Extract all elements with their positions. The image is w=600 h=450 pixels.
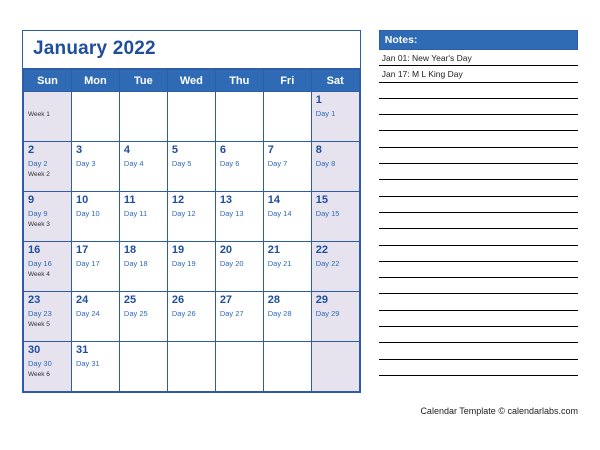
day-number: 14	[267, 194, 281, 206]
day-number: 23	[28, 294, 41, 306]
calendar-day-cell[interactable]	[119, 192, 167, 242]
weekday-header-sun: Sun	[24, 70, 72, 92]
calendar-week-row	[24, 192, 360, 242]
weekday-header-thu: Thu	[215, 70, 263, 92]
note-line[interactable]	[379, 115, 578, 131]
day-of-year-label: Day 20	[219, 259, 244, 268]
note-line[interactable]	[379, 164, 578, 180]
day-of-year-label: Day 15	[315, 209, 340, 218]
day-of-year-label: Day 7	[267, 159, 288, 168]
day-of-year-label: Day 22	[315, 259, 340, 268]
note-line[interactable]	[379, 83, 578, 99]
day-of-year-label: Day 27	[219, 309, 244, 318]
day-number: 7	[267, 144, 274, 156]
calendar-day-cell[interactable]	[119, 242, 167, 292]
day-number: 26	[171, 294, 185, 306]
day-number: 29	[315, 294, 328, 306]
note-line[interactable]	[379, 246, 578, 262]
day-of-year-label: Day 2	[28, 159, 48, 168]
calendar-day-cell[interactable]	[167, 142, 215, 192]
day-of-year-label: Day 3	[75, 159, 96, 168]
note-line[interactable]	[379, 148, 578, 164]
calendar-day-cell[interactable]	[311, 342, 359, 392]
note-line[interactable]	[379, 343, 578, 359]
day-number: 19	[171, 244, 185, 256]
day-number: 24	[75, 294, 89, 306]
calendar-day-cell[interactable]	[167, 292, 215, 342]
day-of-year-label: Day 28	[267, 309, 292, 318]
calendar-day-cell[interactable]	[24, 292, 72, 342]
day-number: 22	[315, 244, 328, 256]
note-line[interactable]	[379, 213, 578, 229]
day-number: 10	[75, 194, 89, 206]
calendar-day-cell[interactable]	[263, 142, 311, 192]
calendar-day-cell[interactable]	[71, 92, 119, 142]
day-of-year-label: Day 26	[171, 309, 196, 318]
calendar-week-row	[24, 92, 360, 142]
week-number-label: Week 4	[28, 271, 50, 278]
calendar-day-cell[interactable]	[24, 142, 72, 192]
note-line[interactable]	[379, 197, 578, 213]
week-number-label: Week 5	[28, 321, 50, 328]
page-title: January 2022	[33, 38, 156, 59]
calendar-day-cell[interactable]	[263, 92, 311, 142]
calendar-day-cell[interactable]	[71, 292, 119, 342]
day-of-year-label: Day 9	[28, 209, 48, 218]
day-of-year-label: Day 23	[28, 309, 52, 318]
calendar-day-cell[interactable]	[167, 192, 215, 242]
calendar-week-row	[24, 292, 360, 342]
week-number-label: Week 2	[28, 171, 50, 178]
calendar-day-cell[interactable]	[311, 292, 359, 342]
calendar-day-cell[interactable]	[167, 242, 215, 292]
day-of-year-label: Day 25	[123, 309, 148, 318]
day-of-year-label: Day 4	[123, 159, 144, 168]
calendar-day-cell[interactable]	[215, 342, 263, 392]
calendar-day-cell[interactable]	[263, 292, 311, 342]
calendar-day-cell[interactable]	[215, 92, 263, 142]
day-number: 11	[123, 194, 136, 206]
day-number: 31	[75, 344, 89, 356]
day-of-year-label: Day 1	[315, 109, 336, 118]
calendar-body	[24, 92, 360, 392]
day-number: 18	[123, 244, 137, 256]
day-number: 15	[315, 194, 328, 206]
note-line[interactable]: Jan 01: New Year's Day	[379, 50, 578, 66]
week-number-label: Week 3	[28, 221, 50, 228]
calendar-day-cell[interactable]	[71, 192, 119, 242]
day-number: 12	[171, 194, 185, 206]
calendar-day-cell[interactable]	[119, 142, 167, 192]
calendar-week-row	[24, 342, 360, 392]
calendar-day-cell[interactable]	[71, 142, 119, 192]
monthly-calendar	[22, 30, 361, 393]
weekday-header-wed: Wed	[167, 70, 215, 92]
day-of-year-label: Day 29	[315, 309, 340, 318]
note-line[interactable]	[379, 180, 578, 196]
note-line[interactable]	[379, 327, 578, 343]
calendar-day-cell[interactable]	[24, 92, 72, 142]
weekday-header-fri: Fri	[263, 70, 311, 92]
note-line[interactable]	[379, 311, 578, 327]
note-line[interactable]	[379, 278, 578, 294]
calendar-day-cell[interactable]	[263, 242, 311, 292]
calendar-day-cell[interactable]	[24, 242, 72, 292]
day-number: 4	[123, 144, 131, 156]
day-of-year-label: Day 18	[123, 259, 148, 268]
week-number-label: Week 1	[28, 111, 50, 118]
day-of-year-label: Day 13	[219, 209, 244, 218]
day-number: 1	[315, 94, 322, 106]
calendar-day-cell[interactable]	[311, 242, 359, 292]
calendar-day-cell[interactable]	[24, 342, 72, 392]
day-of-year-label: Day 21	[267, 259, 292, 268]
calendar-day-cell[interactable]	[215, 292, 263, 342]
footer-credit: Calendar Template © calendarlabs.com	[420, 406, 578, 416]
day-number: 5	[171, 144, 178, 156]
calendar-title-row	[23, 31, 360, 69]
calendar-day-cell[interactable]	[71, 342, 119, 392]
day-number: 9	[28, 194, 35, 206]
calendar-day-cell[interactable]	[119, 342, 167, 392]
calendar-week-row	[24, 242, 360, 292]
notes-header: Notes:	[379, 30, 578, 50]
weekday-header-sat: Sat	[311, 70, 359, 92]
day-number: 13	[219, 194, 233, 206]
calendar-day-cell[interactable]	[167, 342, 215, 392]
calendar-day-cell[interactable]	[71, 242, 119, 292]
day-of-year-label: Day 31	[75, 359, 100, 368]
day-of-year-label: Day 16	[28, 259, 52, 268]
day-of-year-label: Day 11	[123, 209, 148, 218]
notes-lines	[379, 50, 578, 376]
day-of-year-label: Day 8	[315, 159, 336, 168]
calendar-day-cell[interactable]	[215, 242, 263, 292]
calendar-day-cell[interactable]	[311, 142, 359, 192]
weekday-header-row	[24, 70, 360, 92]
weekday-header-tue: Tue	[119, 70, 167, 92]
notes-panel	[379, 30, 578, 376]
note-line[interactable]	[379, 131, 578, 147]
note-line[interactable]: Jan 17: M L King Day	[379, 66, 578, 82]
note-line[interactable]	[379, 360, 578, 376]
day-of-year-label: Day 10	[75, 209, 100, 218]
day-number: 28	[267, 294, 281, 306]
day-of-year-label: Day 30	[28, 359, 52, 368]
calendar-day-cell[interactable]	[215, 192, 263, 242]
day-number: 16	[28, 244, 41, 256]
calendar-day-cell[interactable]	[311, 92, 359, 142]
day-of-year-label: Day 5	[171, 159, 192, 168]
note-line[interactable]	[379, 229, 578, 245]
calendar-day-cell[interactable]	[215, 142, 263, 192]
note-line[interactable]	[379, 262, 578, 278]
day-number: 25	[123, 294, 137, 306]
day-of-year-label: Day 6	[219, 159, 240, 168]
calendar-grid	[23, 69, 360, 392]
day-number: 8	[315, 144, 322, 156]
calendar-day-cell[interactable]	[167, 92, 215, 142]
day-number: 2	[28, 144, 35, 156]
calendar-week-row	[24, 142, 360, 192]
day-of-year-label: Day 24	[75, 309, 100, 318]
day-of-year-label: Day 17	[75, 259, 100, 268]
calendar-day-cell[interactable]	[263, 192, 311, 242]
calendar-day-cell[interactable]	[119, 92, 167, 142]
day-number: 27	[219, 294, 233, 306]
note-line[interactable]	[379, 99, 578, 115]
day-number: 3	[75, 144, 83, 156]
day-of-year-label: Day 14	[267, 209, 292, 218]
calendar-day-cell[interactable]	[263, 342, 311, 392]
calendar-day-cell[interactable]	[119, 292, 167, 342]
day-number: 21	[267, 244, 281, 256]
calendar-day-cell[interactable]	[311, 192, 359, 242]
day-of-year-label: Day 19	[171, 259, 196, 268]
day-number: 30	[28, 344, 41, 356]
day-number: 17	[75, 244, 89, 256]
day-number: 20	[219, 244, 233, 256]
page-layout	[22, 30, 578, 393]
day-of-year-label: Day 12	[171, 209, 196, 218]
calendar-day-cell[interactable]	[24, 192, 72, 242]
day-number: 6	[219, 144, 226, 156]
weekday-header-mon: Mon	[71, 70, 119, 92]
week-number-label: Week 6	[28, 371, 50, 378]
note-line[interactable]	[379, 294, 578, 310]
